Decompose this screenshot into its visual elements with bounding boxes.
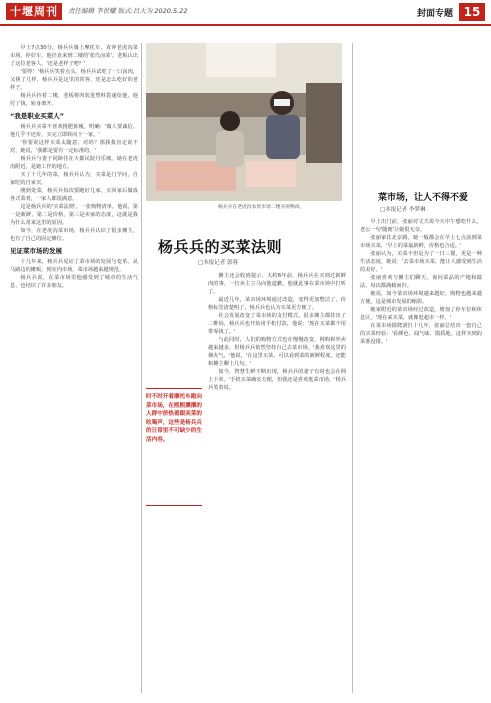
paragraph: 早上出门前，张丽对丈夫说今天中午想吃什么，老公一句'随便'让她很无奈。 bbox=[360, 219, 482, 233]
paragraph: 她家附近的菜市场经过改造，增加了停车位和休息区，'现在来买菜，就像逛超市一样。' bbox=[360, 307, 482, 321]
paragraph: 杨兵兵买菜不喜欢挑肥拣瘦，明确：'做人要诚信，他几乎不还价，买完立即转向下一家。' bbox=[10, 124, 138, 138]
paragraph: 张丽喜欢与摊主们聊天，询问菜品的产地和做法，每次都满载而归。 bbox=[360, 275, 482, 289]
article-photo bbox=[146, 43, 342, 201]
credits-line: 责任编辑 李世耀 版式:吕大为 2020.5.22 bbox=[68, 7, 188, 15]
column-1 bbox=[10, 44, 138, 290]
paper-logo: 十堰周刊 bbox=[6, 3, 62, 20]
paragraph: 如今，智慧生鲜不断出现，杨兵兵的妻子有时也会在网上下单。'手机买菜确实方便，但我还是喜欢逛菜市场，'杨兵兵笑着说。 bbox=[208, 369, 346, 391]
paragraph: 杨兵兵拎着二楼，老板将肉装进塑料袋递给他，他付了钱，转身离开。 bbox=[10, 93, 138, 107]
paragraph: 最近几年，菜市场环境通过改造，变得更加整洁了，价格标签清楚明了，杨兵兵也认为买菜更方便了。 bbox=[208, 297, 346, 311]
paragraph: 买了十几年的菜，杨兵兵认为，买菜是门学问，自家吃的自家买。 bbox=[10, 172, 138, 186]
photo-caption: 杨兵兵在老虎沟农贸市场二楼买鸡鸭肉。 bbox=[218, 205, 305, 210]
paragraph: 早上7点30分，杨兵兵骑上摩托车，直奔老虎沟菜市场。停好车，他径直来到二楼的'张氏卤菜'。老板认出了这位老客人，'还是老样子吧？' bbox=[10, 45, 138, 67]
column-2 bbox=[208, 272, 346, 392]
sidebar-title: 菜市场，让人不得不爱 bbox=[378, 193, 469, 203]
paragraph: 杨兵兵与妻子同龄住在大都民院丹乐城，她在老虎沟附近，是她工作的地方。 bbox=[10, 156, 138, 170]
article-byline: □本报记者 郭蓉 bbox=[198, 260, 238, 266]
paragraph: 十几年来，杨兵兵见证了菜市场的发展与变革。从马路边的摊贩，到室内市场，菜市场越来越规范。 bbox=[10, 259, 138, 273]
masthead bbox=[0, 0, 491, 26]
page-number: 15 bbox=[459, 3, 485, 21]
paragraph: 她说，如今菜市场环境越来越好，购物也越来越方便，这是城市发展的缩影。 bbox=[360, 291, 482, 305]
pull-quote: 时不时开着摩托车跑向菜市场，在熙熙攘攘的人群中挤热着跟卖菜的吆喝声，这些是杨兵兵的日常里不可缺少的生活内容。 bbox=[146, 388, 202, 506]
column-divider bbox=[352, 43, 353, 693]
photo-market-scene bbox=[146, 43, 342, 201]
paragraph: '你要说这样买菜太随意，对吗？那我我肯定说不对，她说，'我都是要有一定标准的。' bbox=[10, 140, 138, 154]
column-3 bbox=[360, 218, 482, 346]
paragraph: 摊主还会收到提示，大约6年前，杨兵兵在买到过新鲜肉的事，一位卖主立马向他道歉，他就此事在菜市场中打听了。 bbox=[208, 273, 346, 295]
paragraph: 张丽认为，买菜不但是为了一日三餐，更是一种生活态度，她说：'去菜市场买菜，能让人感受到生活的美好。' bbox=[360, 251, 482, 273]
sidebar-byline: □本报记者 李梦琳 bbox=[380, 207, 426, 213]
paragraph: 如今，在老虎沟菜市场，杨兵兵认识了很多摊主，也有了自己的固定摊位。 bbox=[10, 228, 138, 242]
paragraph: 这是杨兵兵的'买菜法则'，一张购物清单。他说，第一是新鲜，第二是价格，第三是卖家的态度，这就是我为什么常来这里的原因。 bbox=[10, 204, 138, 226]
paragraph: 社会发展改变了菜市场的支付模式，很多摊主都挂出了二维码，杨兵兵也开始用手机付款，他说：'现在买菜都不用带零钱了。' bbox=[208, 313, 346, 335]
paragraph: 与此同时，人们的购物方式也在慢慢改变，网购和外卖越来越多，但杨兵兵依然坚持自己去菜市场。'我喜欢这里的烟火气，'他说，'在这里买菜，可以看到菜的新鲜程度，还能和摊主聊上几句。' bbox=[208, 337, 346, 367]
paragraph: 张丽家住北京路，她一般都会在早上七点前到菜市场买菜，'早上的菜最新鲜，价格也合适。' bbox=[360, 235, 482, 249]
paragraph: 刚到处菜，杨兵兵每次要跑好几家，买回家后做成各式菜肴，一家人都很满意。 bbox=[10, 188, 138, 202]
subheading: “我是职业买菜人” bbox=[10, 112, 65, 120]
article-title: 杨兵兵的买菜法则 bbox=[158, 238, 283, 256]
subheading: 见证菜市场的发展 bbox=[10, 247, 62, 255]
paragraph: 杨兵兵说，在菜市场里他感受到了城市的生活气息，也结识了许多朋友。 bbox=[10, 275, 138, 289]
paragraph: 在菜市场摸爬滚打十几年，张丽总结出一套自己的买菜经验：'看颜色、闻气味、摸质地，这样买到的菜准没错。' bbox=[360, 323, 482, 345]
column-divider bbox=[141, 43, 142, 693]
paragraph: '要得！'杨兵兵笑着点头。杨兵兵试吃了一口卤肉，又挑了几样。杨兵兵是这里的常客，还是怎么吃好的老样子。 bbox=[10, 69, 138, 91]
section-label: 封面专题 bbox=[416, 9, 453, 19]
